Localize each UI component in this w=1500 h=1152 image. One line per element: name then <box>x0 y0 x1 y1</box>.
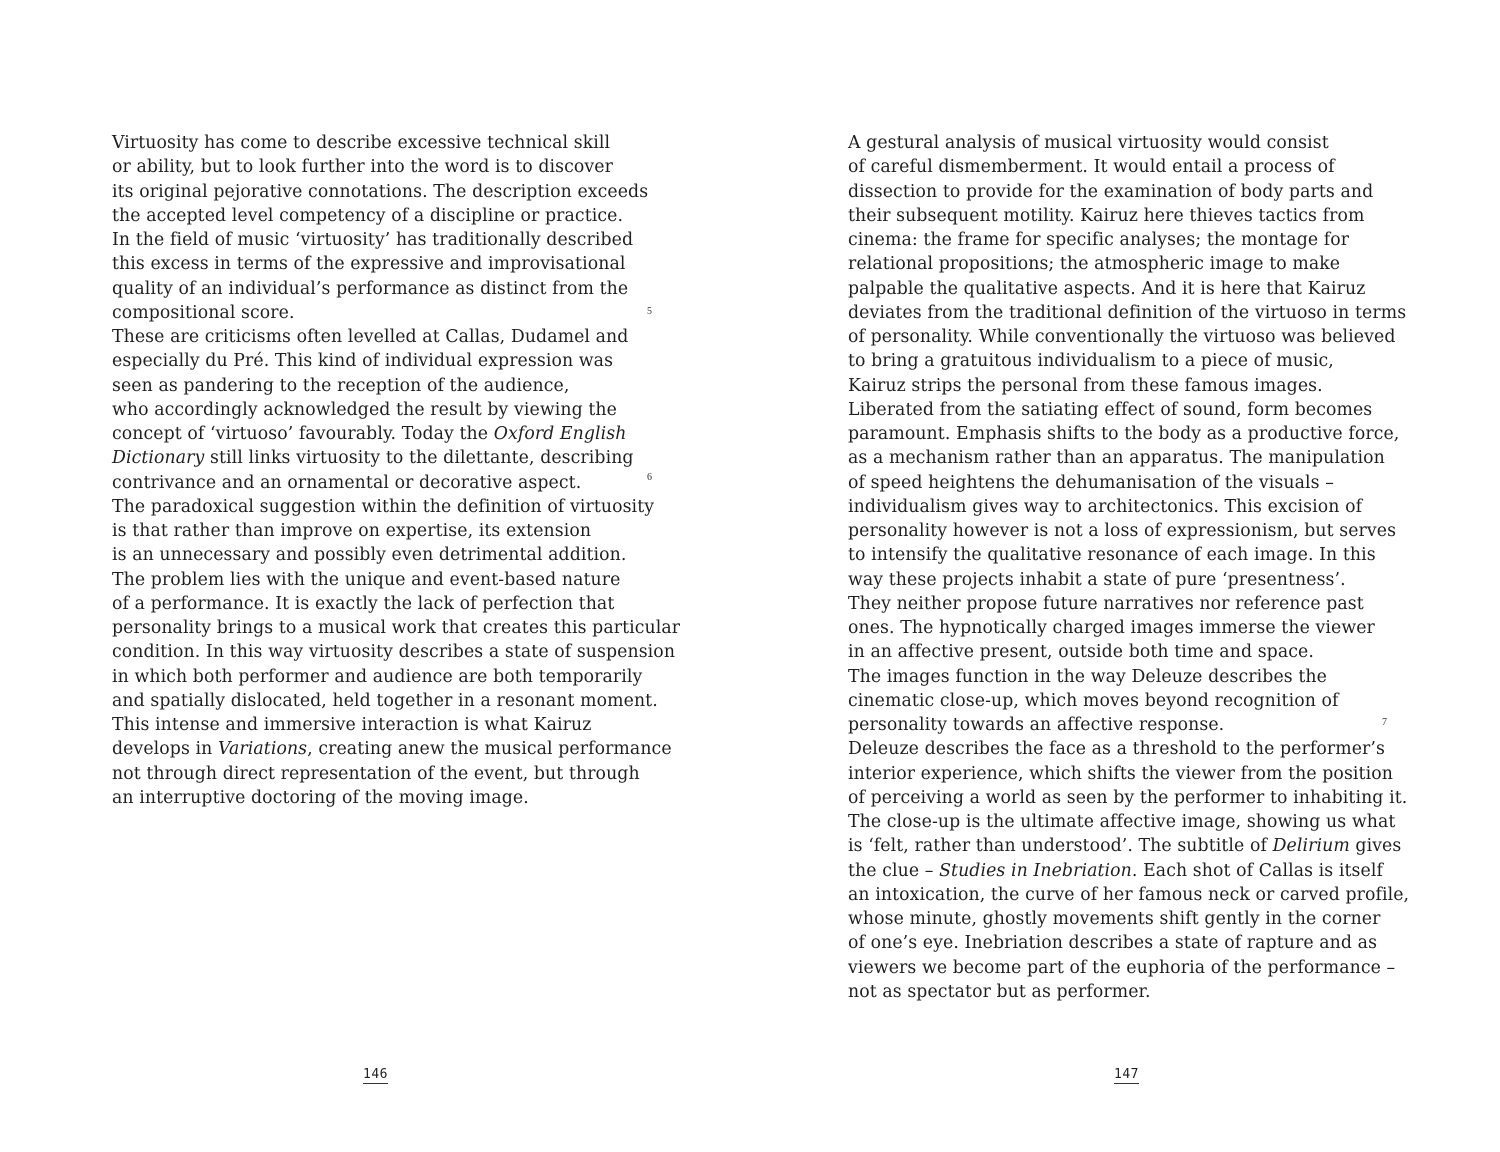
right_page-line: personality towards an affective response. <box>848 715 1225 735</box>
left_page-line: is that rather than improve on expertise, its extension <box>112 521 592 541</box>
right_page-line: Liberated from the satiating effect of sound, form becomes <box>848 399 1373 420</box>
line-text: develops in <box>112 739 218 760</box>
left_page-line: and spatially dislocated, held together in a resonant moment. <box>112 690 658 711</box>
right_page-line: whose minute, ghostly movements shift gently in the corner <box>848 909 1381 929</box>
right_page-line: cinema: the frame for specific analyses; the montage for <box>848 230 1350 250</box>
page-number-left: 146 <box>363 1067 388 1082</box>
left_page-line: Virtuosity has come to describe excessive technical skill <box>112 133 611 153</box>
line-text: , creating anew the musical performance <box>307 739 672 760</box>
note-marker-7: 7 <box>1382 717 1387 728</box>
left_page-line <box>112 446 672 470</box>
note-marker-5: 5 <box>647 306 652 317</box>
right_page-line: to bring a gratuitous individualism to a piece of music, <box>848 351 1334 372</box>
left_page-line: its original pejorative connotations. The description exceeds <box>112 181 649 202</box>
right_page-line: relational propositions; the atmospheric image to make <box>848 254 1341 275</box>
italic-title: Studies in Inebriation <box>939 860 1132 881</box>
right_page-line: paramount. Emphasis shifts to the body as a productive force, <box>848 424 1400 444</box>
right-page <box>750 0 1500 1152</box>
left_page-line: In the field of music ‘virtuosity’ has traditionally described <box>112 230 634 250</box>
right_page-line: individualism gives way to architectonics. This excision of <box>848 496 1363 517</box>
left_page-line: The paradoxical suggestion within the definition of virtuosity <box>112 496 655 517</box>
italic-title: Dictionary <box>112 448 205 469</box>
right_page-line: interior experience, which shifts the viewer from the position <box>848 763 1393 784</box>
right_page-line: not as spectator but as performer. <box>848 981 1151 1002</box>
line-text: gives <box>1349 836 1402 857</box>
right_page-line: A gestural analysis of musical virtuosity would consist <box>848 133 1329 153</box>
left_page-line: an interruptive doctoring of the moving image. <box>112 787 529 808</box>
left_page-line: personality brings to a musical work that creates this particular <box>112 618 681 638</box>
left_page-line: especially du Pré. This kind of individual expression was <box>112 351 614 372</box>
line-text: . Each shot of Callas is itself <box>1131 860 1383 881</box>
right_page-line: Kairuz strips the personal from these famous images. <box>848 375 1323 396</box>
right_page-line: ones. The hypnotically charged images immerse the viewer <box>848 618 1375 638</box>
line-text: still links virtuosity to the dilettante, describing <box>204 448 634 469</box>
right_page-line <box>848 859 1408 883</box>
page-number-right: 147 <box>1114 1067 1139 1082</box>
left_page-line: This intense and immersive interaction is what Kairuz <box>112 715 592 735</box>
right_page-line: cinematic close-up, which moves beyond recognition of <box>848 690 1339 711</box>
left_page-line: or ability, but to look further into the word is to discover <box>112 157 613 178</box>
left_page-line: The problem lies with the unique and event-based nature <box>112 569 621 590</box>
right_page-line: Deleuze describes the face as a threshold to the performer’s <box>848 739 1385 760</box>
right_page-line: their subsequent motility. Kairuz here thieves tactics from <box>848 205 1365 226</box>
left_page-line: is an unnecessary and possibly even detrimental addition. <box>112 545 627 566</box>
right-page-text <box>848 131 1408 1004</box>
note-marker-6: 6 <box>647 472 652 483</box>
right_page-line: of one’s eye. Inebriation describes a state of rapture and as <box>848 933 1378 954</box>
left_page-line: condition. In this way virtuosity describes a state of suspension <box>112 642 676 663</box>
left-page-text <box>112 131 681 810</box>
left_page-line: this excess in terms of the expressive and improvisational <box>112 254 626 275</box>
right_page-line: an intoxication, the curve of her famous neck or carved profile, <box>848 884 1410 905</box>
left_page-line: who accordingly acknowledged the result by viewing the <box>112 399 617 420</box>
left_page-line: seen as pandering to the reception of the audience, <box>112 375 570 396</box>
left_page-line: compositional score. <box>112 302 295 323</box>
right_page-line: viewers we become part of the euphoria of the performance – <box>848 957 1396 978</box>
left_page-line <box>112 737 672 761</box>
italic-title: Oxford English <box>493 424 627 444</box>
left_page-line: the accepted level competency of a discipline or practice. <box>112 205 624 226</box>
right_page-line: The images function in the way Deleuze describes the <box>848 666 1327 687</box>
right_page-line: The close-up is the ultimate affective image, showing us what <box>848 812 1396 832</box>
right_page-line: dissection to provide for the examination of body parts and <box>848 181 1374 202</box>
left_page-line: quality of an individual’s performance as distinct from the <box>112 278 629 299</box>
right_page-line: in an affective present, outside both time and space. <box>848 642 1314 663</box>
right_page-line: They neither propose future narratives nor reference past <box>848 593 1364 614</box>
right_page-line: of speed heightens the dehumanisation of the visuals – <box>848 472 1334 493</box>
right_page-line: to intensify the qualitative resonance of each image. In this <box>848 545 1376 566</box>
left_page-line: of a performance. It is exactly the lack of perfection that <box>112 593 615 614</box>
right_page-line <box>848 834 1408 858</box>
italic-title: Variations <box>217 739 308 760</box>
right_page-line: of personality. While conventionally the virtuoso was believed <box>848 327 1396 347</box>
line-text: the clue – <box>848 860 940 881</box>
line-text: is ‘felt, rather than understood’. The subtitle of <box>848 836 1273 857</box>
right_page-line: personality however is not a loss of expressionism, but serves <box>848 521 1397 541</box>
line-text: concept of ‘virtuoso’ favourably. Today the <box>112 424 494 444</box>
right_page-line: of careful dismemberment. It would entail a process of <box>848 157 1335 178</box>
right_page-line: as a mechanism rather than an apparatus. The manipulation <box>848 448 1385 469</box>
left_page-line: not through direct representation of the event, but through <box>112 763 640 784</box>
right_page-line: palpable the qualitative aspects. And it is here that Kairuz <box>848 278 1366 299</box>
left_page-line: These are criticisms often levelled at Callas, Dudamel and <box>112 327 629 347</box>
left_page-line: in which both performer and audience are both temporarily <box>112 666 643 687</box>
italic-title: Delirium <box>1272 836 1350 857</box>
right_page-line: of perceiving a world as seen by the performer to inhabiting it. <box>848 787 1408 808</box>
left_page-line: contrivance and an ornamental or decorative aspect. <box>112 472 582 493</box>
right_page-line: way these projects inhabit a state of pure ‘presentness’. <box>848 569 1346 590</box>
right_page-line: deviates from the traditional definition of the virtuoso in terms <box>848 302 1407 323</box>
left_page-line <box>112 422 672 446</box>
